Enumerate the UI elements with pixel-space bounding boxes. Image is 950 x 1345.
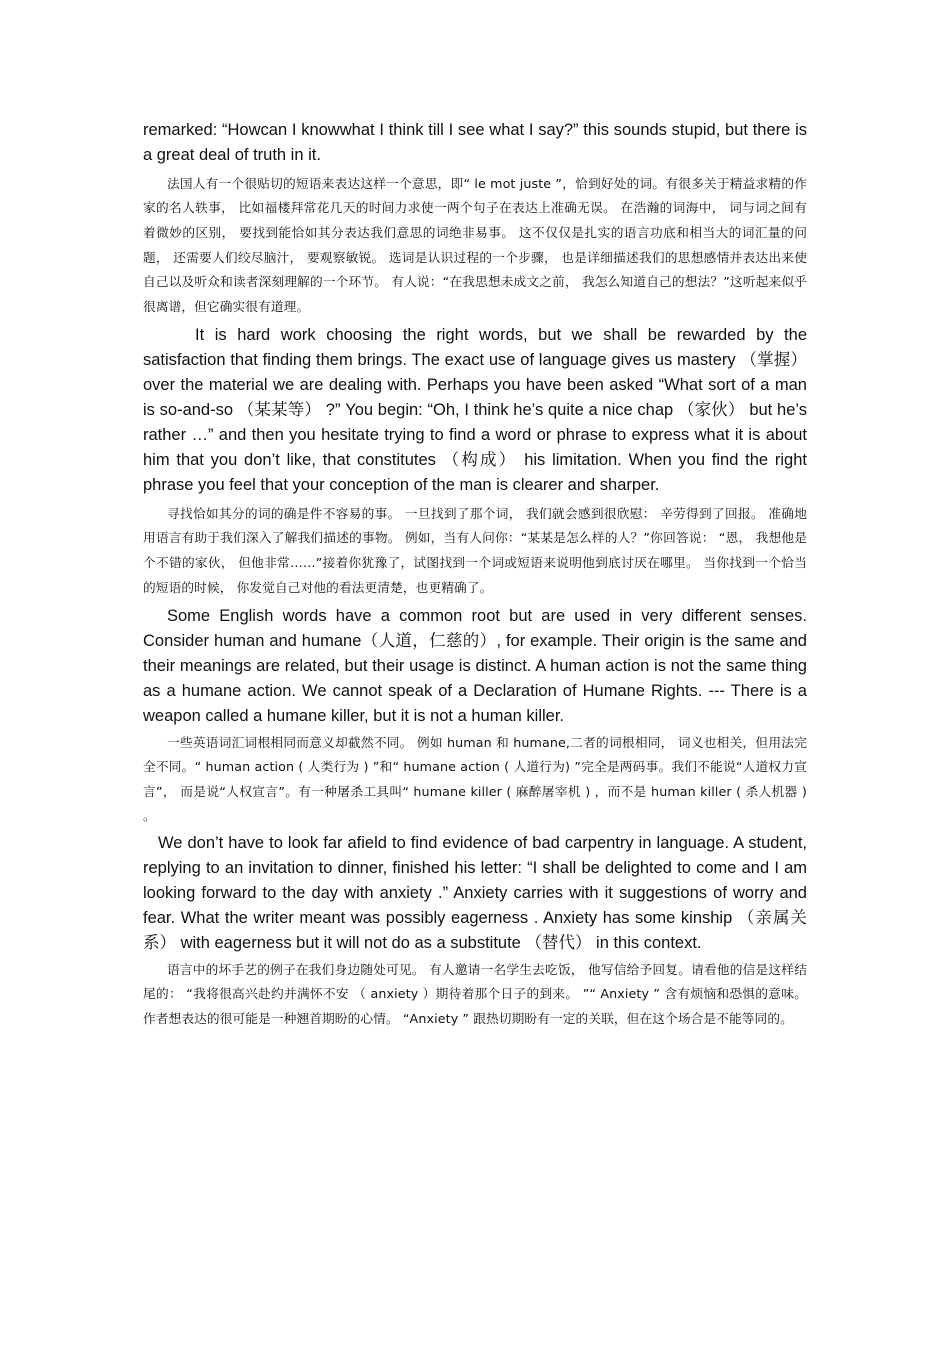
document-body: [143, 118, 807, 1031]
chinese-paragraph-3: 一些英语词汇词根相同而意义却截然不同。 例如 human 和 humane,二者的词根相同， 词义也相关，但用法完全不同。“ human action ( 人类行为 ) ”和“ humane action ( 人道行为) ”完全是两码事。我们不能说“人道权力宣言”， 而是说“人权宣言”。有一种屠杀工具叫“ humane killer ( 麻醉屠宰机 ) ，而不是 human killer ( 杀人机器 ) 。: [143, 734, 807, 824]
english-paragraph-3: Some English words have a common root but are used in very different senses. Consider human and humane（人道，仁慈的）, for example. Their origin is the same and their meanings are related, but their usage is distinct. A human action is not the same thing as a humane action. We cannot speak of a Declaration of Humane Rights. --- There is a weapon called a humane killer, but it is not a human killer.: [143, 607, 807, 725]
chinese-paragraph-2: 寻找恰如其分的词的确是件不容易的事。 一旦找到了那个词， 我们就会感到很欣慰： 辛劳得到了回报。 准确地用语言有助于我们深入了解我们描述的事物。 例如，当有人问你：“某某是怎么样的人？”你回答说： “恩， 我想他是个不错的家伙， 但他非常……”接着你犹豫了，试图找到一个词或短语来说明他到底讨厌在哪里。 当你找到一个恰当的短语的时候， 你发觉自己对他的看法更清楚，也更精确了。: [143, 505, 807, 595]
english-paragraph-2: It is hard work choosing the right words, but we shall be rewarded by the satisfaction that finding them brings. The exact use of language gives us mastery （掌握） over the material we are dealing with. Perhaps you have been asked “What sort of a man is so-and-so （某某等） ?” You begin: “Oh, I think he’s quite a nice chap （家伙） but he’s rather …” and then you hesitate trying to find a word or phrase to express what it is about him that you don’t like, that constitutes （构成） his limitation. When you find the right phrase you feel that your conception of the man is clearer and sharper.: [143, 326, 807, 494]
chinese-paragraph-1: 法国人有一个很贴切的短语来表达这样一个意思，即“ le mot juste ”，恰到好处的词。有很多关于精益求精的作家的名人轶事， 比如福楼拜常花几天的时间力求使一两个句子在表达上准确无误。 在浩瀚的词海中， 词与词之间有着微妙的区别， 要找到能恰如其分表达我们意思的词绝非易事。 这不仅仅是扎实的语言功底和相当大的词汇量的问题， 还需要人们绞尽脑汁， 要观察敏锐。 选词是认识过程的一个步骤， 也是详细描述我们的思想感情并表达出来使自己以及听众和读者深刻理解的一个环节。 有人说：“在我思想未成文之前， 我怎么知道自己的想法？”这听起来似乎很离谱，但它确实很有道理。: [143, 175, 807, 314]
chinese-paragraph-4: 语言中的坏手艺的例子在我们身边随处可见。 有人邀请一名学生去吃饭， 他写信给予回复。请看他的信是这样结尾的： “我将很高兴赴约并满怀不安 （ anxiety ）期待着那个日子的到来。 ”“ Anxiety ” 含有烦恼和恐惧的意味。作者想表达的很可能是一种翘首期盼的心情。 “Anxiety ” 跟热切期盼有一定的关联，但在这个场合是不能等同的。: [143, 961, 807, 1026]
english-paragraph-1: remarked: “Howcan I knowwhat I think till I see what I say?” this sounds stupid, but there is a great deal of truth in it.: [143, 121, 807, 164]
english-paragraph-4: We don’t have to look far afield to find evidence of bad carpentry in language. A student, replying to an invitation to dinner, finished his letter: “I shall be delighted to come and I am looking forward to the day with anxiety .” Anxiety carries with it suggestions of worry and fear. What the writer meant was possibly eagerness . Anxiety has some kinship （亲属关系） with eagerness but it will not do as a substitute （替代） in this context.: [143, 834, 807, 952]
